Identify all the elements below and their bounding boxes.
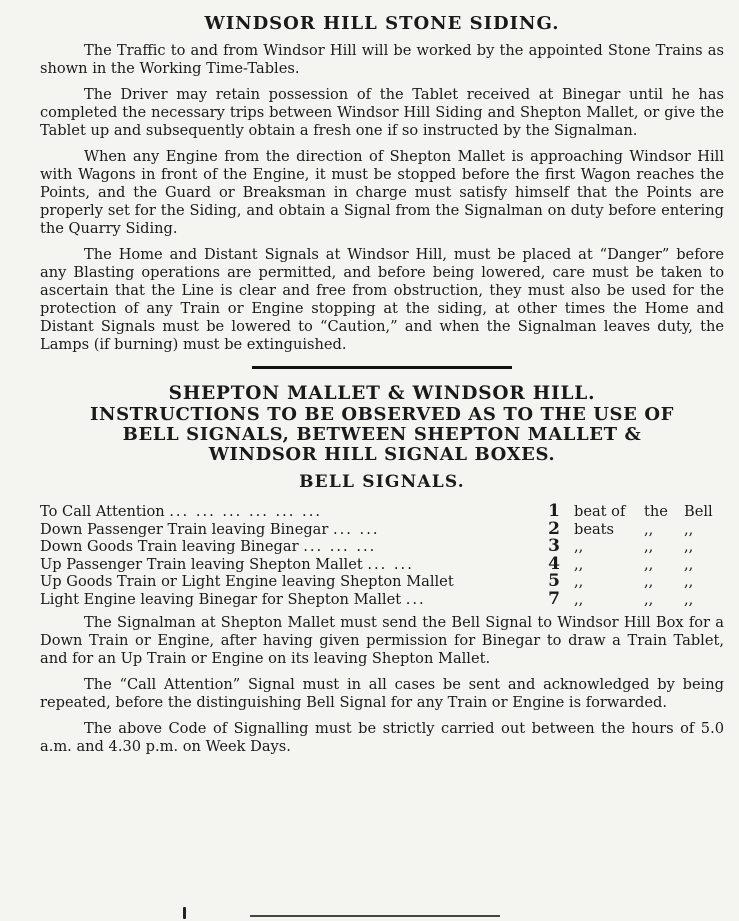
- signal-beats-col-b: the: [644, 503, 668, 520]
- paragraph-bell-signal-send: The Signalman at Shepton Mallet must send the Bell Signal to Windsor Hill Box for a Down Train or Engine, after having given permission for Binegar to draw a Train Tablet, and for an Up Train or Engine on its leaving Shepton Mallet.: [40, 614, 724, 667]
- signal-beats-col-b: ,,: [644, 520, 654, 538]
- paragraph-code-hours: The above Code of Signalling must be strictly carried out between the hours of 5.0 a.m. and 4.30 p.m. on Week Days.: [40, 720, 724, 755]
- signal-leader-dots: ... ... ...: [303, 539, 377, 555]
- signal-leader-dots: ... ...: [367, 556, 414, 573]
- signal-beats-col-b: ,,: [644, 538, 654, 555]
- signal-beats-col-a: ,,: [574, 538, 584, 555]
- bell-signals-heading: BELL SIGNALS.: [299, 472, 465, 492]
- signal-beat-count: 3: [548, 536, 560, 556]
- signal-beats-col-a: ,,: [574, 590, 584, 608]
- signal-leader-dots: ... ... ... ... ... ...: [169, 504, 322, 520]
- signal-beats-col-c: ,,: [684, 555, 694, 573]
- ink-mark: [183, 907, 186, 919]
- signal-label: Up Goods Train or Light Engine leaving Shepton Mallet: [40, 574, 454, 590]
- signal-label: Down Goods Train leaving Binegar: [40, 539, 299, 555]
- shepton-windsor-heading: SHEPTON MALLET & WINDSOR HILL.: [168, 383, 596, 404]
- signal-beat-count: 1: [548, 501, 560, 521]
- instructions-heading-line-2: BELL SIGNALS, BETWEEN SHEPTON MALLET &: [122, 424, 642, 445]
- signal-beats-col-c: ,,: [684, 520, 694, 538]
- signal-leader-dots: ... ...: [333, 521, 380, 538]
- paragraph-engine-approach: When any Engine from the direction of Shepton Mallet is approaching Windsor Hill with Wagons in front of the Engine, it must be stopped before the first Wagon reaches the Points, and the Guard or Breaksman in charge must satisfy himself that the Points are properly set for the Siding, and obtain a Signal from the Signalman on duty before entering the Quarry Siding.: [40, 148, 724, 237]
- signal-beats-col-a: beats: [574, 520, 615, 538]
- document-page: [40, 12, 724, 764]
- signal-row-light-engine: [40, 588, 724, 609]
- instructions-heading-line-1: INSTRUCTIONS TO BE OBSERVED AS TO THE USE OF: [90, 404, 674, 425]
- signal-beat-count: 7: [548, 588, 560, 609]
- signal-label: To Call Attention: [40, 504, 165, 520]
- signal-beats-col-c: Bell: [684, 503, 713, 520]
- signal-leader-dots: ...: [405, 591, 426, 608]
- signal-beats-col-a: beat of: [574, 503, 626, 520]
- paragraph-home-distant-signals: The Home and Distant Signals at Windsor Hill, must be placed at “Danger” before any Blasting operations are permitted, and before being lowered, care must be taken to ascertain that the Line is clear and free from obstruction, they must also be used for the protection of any Train or Engine stopping at the siding, at other times the Home and Distant Signals must be lowered to “Caution,” and when the Signalman leaves duty, the Lamps (if burning) must be extinguished.: [40, 246, 724, 353]
- signal-beats-col-a: ,,: [574, 555, 584, 573]
- signal-beat-count: 2: [548, 518, 560, 539]
- signal-beats-col-c: ,,: [684, 573, 694, 590]
- signal-label: Down Passenger Train leaving Binegar: [40, 521, 329, 538]
- signal-beats-col-c: ,,: [684, 590, 694, 608]
- windsor-hill-heading: WINDSOR HILL STONE SIDING.: [204, 13, 560, 34]
- signal-label: Light Engine leaving Binegar for Shepton Mallet: [40, 591, 402, 608]
- signal-row-down-passenger: [40, 518, 724, 539]
- paragraph-call-attention: The “Call Attention” Signal must in all cases be sent and acknowledged by being repeated, before the distinguishing Bell Signal for any Train or Engine is forwarded.: [40, 676, 724, 711]
- signal-beat-count: 4: [548, 553, 560, 574]
- signal-row-call-attention: [40, 503, 724, 521]
- paragraph-traffic: The Traffic to and from Windsor Hill will be worked by the appointed Stone Trains as shown in the Working Time-Tables.: [40, 42, 724, 77]
- instructions-heading-line-3: WINDSOR HILL SIGNAL BOXES.: [208, 444, 556, 465]
- bottom-divider: [250, 915, 500, 917]
- signal-beats-col-b: ,,: [644, 573, 654, 590]
- signal-row-up-goods: [40, 573, 724, 591]
- signal-beats-col-b: ,,: [644, 555, 654, 573]
- signal-beats-col-c: ,,: [684, 538, 694, 555]
- paragraph-tablet: The Driver may retain possession of the Tablet received at Binegar until he has completed the necessary trips between Windsor Hill Siding and Shepton Mallet, or give the Tablet up and subsequently obtain a fresh one if so instructed by the Signalman.: [40, 86, 724, 139]
- signal-beats-col-a: ,,: [574, 573, 584, 590]
- bell-signals-table: [40, 503, 724, 608]
- signal-label: Up Passenger Train leaving Shepton Mallet: [40, 556, 363, 573]
- signal-row-up-passenger: [40, 553, 724, 574]
- signal-row-down-goods: [40, 538, 724, 556]
- section-divider: [252, 366, 512, 369]
- signal-beat-count: 5: [548, 571, 560, 591]
- signal-beats-col-b: ,,: [644, 590, 654, 608]
